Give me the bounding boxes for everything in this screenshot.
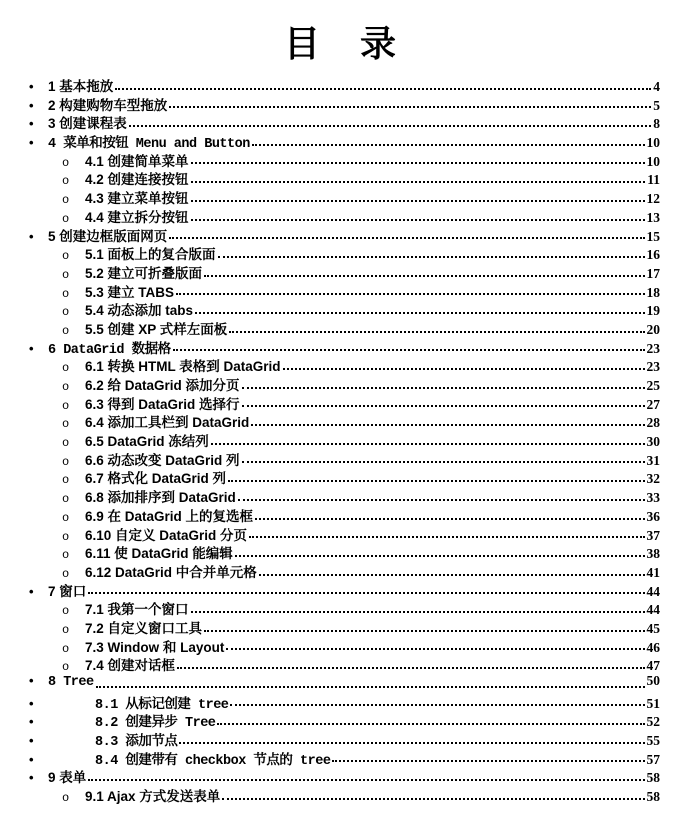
dotted-leader [88,592,644,594]
bullet-icon: • [29,714,34,730]
page-number: 58 [646,789,660,805]
toc-entry[interactable] [0,636,660,655]
bullet-icon: o [62,267,70,282]
toc-list [0,75,682,804]
toc-entry[interactable] [0,654,660,673]
toc-entry[interactable] [0,561,660,580]
toc-entry[interactable] [0,225,660,244]
entry-label: 5.3 建立 TABS [85,284,175,300]
toc-entry[interactable] [0,748,660,767]
toc-entry[interactable] [0,785,660,804]
bullet-icon: • [29,770,34,786]
toc-entry[interactable] [0,374,660,393]
entry-label: 7.2 自定义窗口工具 [85,620,203,636]
entry-label: 6.7 格式化 DataGrid 列 [85,471,227,487]
entry-label: 6.6 动态改变 DataGrid 列 [85,452,240,468]
dotted-leader [191,181,646,183]
dotted-leader [332,760,644,762]
dotted-leader [191,162,645,164]
toc-entry[interactable] [0,131,660,153]
entry-label: 7.3 Window 和 Layout [85,639,225,655]
dotted-leader [179,742,644,744]
entry-label: 6.1 转换 HTML 表格到 DataGrid [85,359,281,375]
toc-entry[interactable] [0,692,660,711]
bullet-icon: o [62,436,70,451]
dotted-leader [169,237,644,239]
page-number: 44 [646,583,660,599]
entry-label: 6 DataGrid 数据格 [48,342,171,358]
dotted-leader [176,293,644,295]
page-number: 10 [646,153,660,169]
page-number: 33 [646,490,660,506]
toc-entry[interactable] [0,318,660,337]
dotted-leader [229,331,644,333]
entry-label: 6.8 添加排序到 DataGrid [85,490,236,506]
dotted-leader [222,798,644,800]
bullet-icon: • [29,79,34,94]
toc-entry[interactable] [0,467,660,486]
entry-label: 4 菜单和按钮 Menu and Button [48,137,250,153]
bullet-icon: o [62,305,70,320]
toc-entry[interactable] [0,486,660,505]
toc-entry[interactable] [0,262,660,281]
page-number: 30 [646,434,660,450]
bullet-icon: o [62,286,70,301]
dotted-leader [204,275,644,277]
bullet-icon: o [62,473,70,488]
bullet-icon: o [62,380,70,394]
entry-label: 5 创建边框版面网页 [48,228,168,244]
entry-label: 8.4 创建带有 checkbox 节点的 tree [95,753,331,769]
dotted-leader [191,219,645,221]
bullet-icon: • [29,135,34,151]
entry-label: 4.1 创建简单菜单 [85,153,189,169]
toc-entry[interactable] [0,673,660,692]
page-number: 46 [646,639,660,655]
dotted-leader [242,387,645,389]
bullet-icon: o [62,660,70,675]
toc-entry[interactable] [0,598,660,617]
bullet-icon: o [62,622,70,637]
page-number: 4 [653,79,660,94]
entry-label: 7 窗口 [48,583,87,599]
entry-label: 7.1 我第一个窗口 [85,602,189,618]
dotted-leader [283,368,645,370]
entry-label: 5.5 创建 XP 式样左面板 [85,321,228,337]
bullet-icon: o [62,492,70,507]
entry-label: 1 基本拖放 [48,79,114,94]
dotted-leader [169,106,651,108]
page-number: 5 [653,97,660,113]
entry-label: 9.1 Ajax 方式发送表单 [85,789,221,805]
dotted-leader [177,667,644,669]
toc-entry[interactable] [0,187,660,206]
dotted-leader [251,424,644,426]
entry-label: 6.3 得到 DataGrid 选择行 [85,396,240,412]
toc-entry[interactable] [0,617,660,636]
toc-entry[interactable] [0,729,660,751]
bullet-icon: o [62,211,70,226]
page-number: 37 [646,527,660,543]
page-number: 41 [646,564,660,580]
page-number: 45 [646,620,660,636]
page-number: 10 [646,135,660,151]
page-number: 57 [646,751,660,767]
toc-entry[interactable] [0,524,660,543]
page-number: 15 [646,228,660,244]
bullet-icon: o [62,529,70,544]
page-number: 38 [646,546,660,562]
toc-entry[interactable] [0,299,660,318]
entry-label: 7.4 创建对话框 [85,658,176,674]
entry-label: 6.4 添加工具栏到 DataGrid [85,415,250,431]
entry-label: 8 Tree [48,675,94,690]
dotted-leader [228,480,644,482]
page-number: 52 [646,714,660,730]
toc-entry[interactable] [0,580,660,599]
entry-label: 6.5 DataGrid 冻结列 [85,434,209,450]
page-number: 28 [646,415,660,431]
bullet-icon: o [62,548,70,563]
bullet-icon: • [29,228,34,244]
page-number: 50 [646,673,660,688]
bullet-icon: o [62,398,70,413]
entry-label: 6.2 给 DataGrid 添加分页 [85,378,240,393]
entry-label: 4.4 建立拆分按钮 [85,209,189,225]
toc-entry[interactable] [0,393,660,412]
toc-entry[interactable] [0,411,660,430]
bullet-icon: • [29,751,34,767]
entry-label: 6.11 使 DataGrid 能编辑 [85,546,233,562]
page-number: 13 [646,209,660,225]
entry-label: 5.1 面板上的复合版面 [85,247,216,263]
bullet-icon: • [29,673,34,688]
page-number: 18 [646,284,660,300]
entry-label: 5.2 建立可折叠版面 [85,265,203,281]
bullet-icon: o [62,510,70,525]
page-number: 32 [646,471,660,487]
page-number: 20 [646,321,660,337]
bullet-icon: o [62,174,70,189]
toc-entry[interactable] [0,243,660,262]
toc-entry[interactable] [0,206,660,225]
toc-entry[interactable] [0,505,660,524]
page-number: 58 [646,770,660,786]
entry-label: 3 创建课程表 [48,116,127,132]
bullet-icon: • [29,733,34,749]
bullet-icon: o [62,417,70,432]
toc-entry[interactable] [0,168,660,187]
dotted-leader [173,349,645,351]
bullet-icon: o [62,566,70,581]
entry-label: 6.12 DataGrid 中合并单元格 [85,564,257,580]
bullet-icon: o [62,604,70,619]
toc-entry[interactable] [0,150,660,169]
dotted-leader [242,405,645,407]
bullet-icon: o [62,454,70,469]
bullet-icon: • [29,695,34,711]
toc-entry[interactable] [0,430,660,449]
page-number: 12 [646,191,660,207]
page-number: 31 [646,452,660,468]
page-number: 51 [646,695,660,711]
toc-entry[interactable] [0,281,660,300]
page-number: 16 [646,247,660,263]
bullet-icon: o [62,193,70,208]
dotted-leader [230,704,644,706]
toc-entry[interactable] [0,337,660,356]
dotted-leader [226,648,644,650]
bullet-icon: • [29,583,34,599]
toc-entry[interactable] [0,112,660,131]
bullet-icon: o [62,249,70,264]
dotted-leader [191,611,645,613]
page-number: 23 [646,359,660,375]
dotted-leader [129,125,651,127]
toc-entry[interactable] [0,449,660,468]
page-number: 23 [646,340,660,356]
dotted-leader [238,499,645,501]
entry-label: 4.3 建立菜单按钮 [85,191,189,207]
dotted-leader [115,88,651,90]
bullet-icon: o [62,361,70,376]
dotted-leader [191,200,645,202]
bullet-icon: o [62,791,70,806]
page-title: 目 录 [283,24,398,64]
toc-entry[interactable] [0,94,660,113]
entry-label: 6.10 自定义 DataGrid 分页 [85,527,248,543]
entry-label: 5.4 动态添加 tabs [85,303,194,319]
entry-label: 8.2 创建异步 Tree [95,716,216,732]
toc-entry[interactable] [0,355,660,374]
bullet-icon: o [62,641,70,656]
bullet-icon: o [62,323,70,338]
bullet-icon: • [29,116,34,132]
dotted-leader [217,723,644,725]
page-number: 8 [653,116,660,132]
bullet-icon: o [62,155,70,170]
page-number: 11 [647,172,660,188]
dotted-leader [204,630,644,632]
dotted-leader [249,536,644,538]
entry-label: 4.2 创建连接按钮 [85,172,189,188]
bullet-icon: • [29,340,34,356]
dotted-leader [255,518,644,520]
dotted-leader [259,574,645,576]
entry-label: 2 构建购物车型拖放 [48,97,168,113]
dotted-leader [242,461,645,463]
entry-label: 8.3 添加节点 [95,735,178,751]
dotted-leader [218,256,645,258]
toc-entry[interactable] [0,766,660,785]
toc-entry[interactable] [0,542,660,561]
page-number: 17 [646,265,660,281]
page-number: 19 [646,303,660,319]
toc-entry[interactable] [0,75,660,94]
dotted-leader [252,144,645,146]
dotted-leader [88,779,644,781]
page-number: 44 [646,602,660,618]
entry-label: 9 表单 [48,770,87,786]
dotted-leader [195,312,644,314]
dotted-leader [211,443,645,445]
entry-label: 8.1 从标记创建 tree [95,697,229,713]
page-number: 36 [646,508,660,524]
page-number: 47 [646,658,660,674]
page-number: 25 [646,378,660,393]
bullet-icon: • [29,97,34,113]
dotted-leader [96,686,645,688]
page-number: 55 [646,733,660,749]
dotted-leader [235,555,645,557]
toc-entry[interactable] [0,710,660,732]
page-number: 27 [646,396,660,412]
entry-label: 6.9 在 DataGrid 上的复选框 [85,508,254,524]
